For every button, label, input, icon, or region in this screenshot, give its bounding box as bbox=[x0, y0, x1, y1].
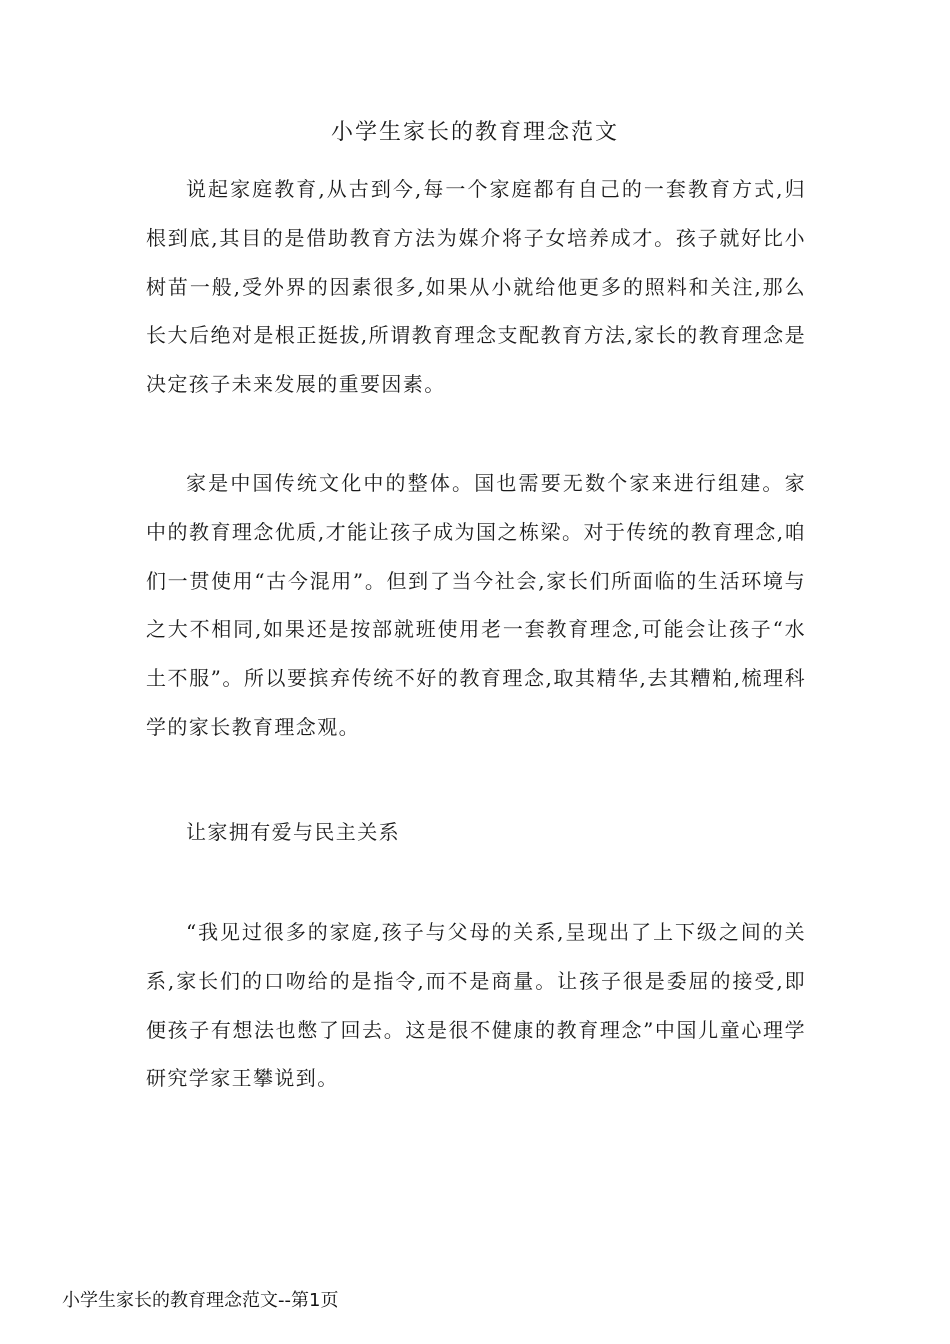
body-paragraph: “我见过很多的家庭,孩子与父母的关系,呈现出了上下级之间的关系,家长们的口吻给的是指令,而不是商量。让孩子很是委屈的接受,即便孩子有想法也憋了回去。这是很不健康的教育理念”中国儿童心理学研究学家王攀说到。 bbox=[146, 920, 806, 1091]
section-heading: 让家拥有爱与民主关系 bbox=[186, 820, 400, 844]
body-paragraph: 说起家庭教育,从古到今,每一个家庭都有自己的一套教育方式,归根到底,其目的是借助教育方法为媒介将子女培养成才。孩子就好比小树苗一般,受外界的因素很多,如果从小就给他更多的照料和关注,那么长大后绝对是根正挺拔,所谓教育理念支配教育方法,家长的教育理念是决定孩子未来发展的重要因素。 bbox=[146, 177, 806, 397]
page-footer: 小学生家长的教育理念范文--第1页 bbox=[62, 1290, 339, 1311]
body-paragraph: 家是中国传统文化中的整体。国也需要无数个家来进行组建。家中的教育理念优质,才能让孩子成为国之栋梁。对于传统的教育理念,咱们一贯使用“古今混用”。但到了当今社会,家长们所面临的生活环境与之大不相同,如果还是按部就班使用老一套教育理念,可能会让孩子“水土不服”。所以要摈弃传统不好的教育理念,取其精华,去其糟粕,梳理科学的家长教育理念观。 bbox=[146, 471, 806, 739]
page-title: 小学生家长的教育理念范文 bbox=[330, 120, 619, 145]
